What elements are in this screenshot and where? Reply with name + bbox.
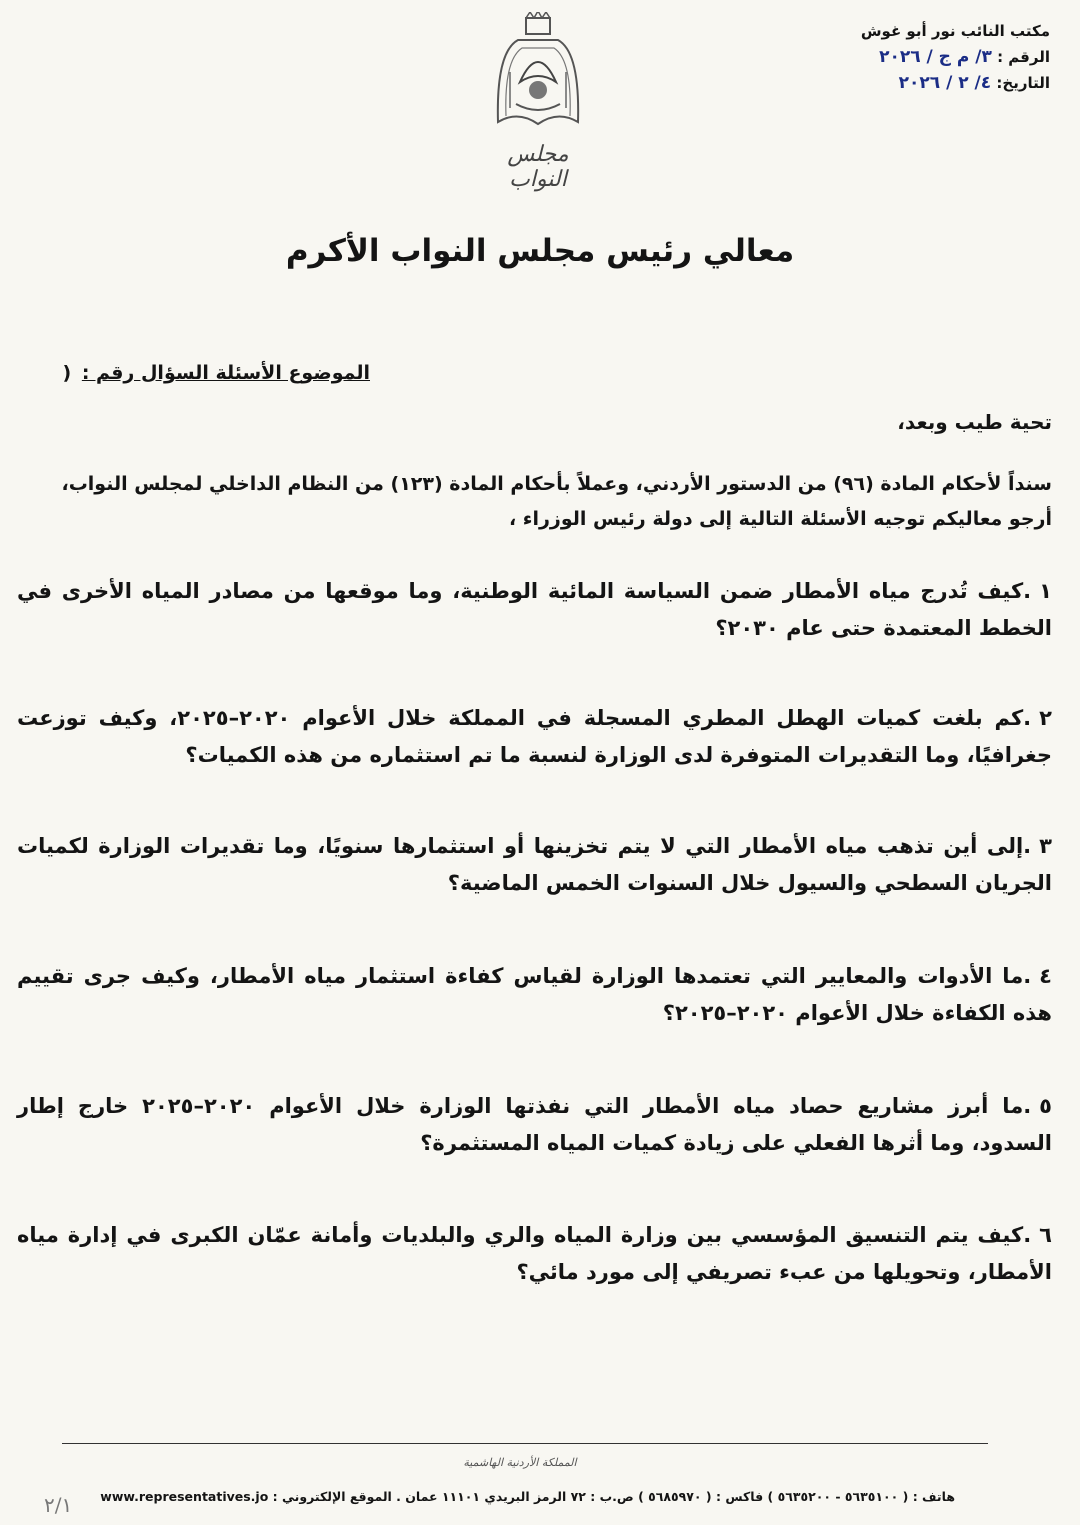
intro-line-2: أرجو معاليكم توجيه الأسئلة التالية إلى دولة رئيس الوزراء ،	[508, 508, 1052, 530]
reference-line	[810, 44, 1050, 70]
question-text: .ما الأدوات والمعايير التي تعتمدها الوزارة لقياس كفاءة استثمار مياه الأمطار، وكيف جرى تقييم هذه الكفاءة خلال الأعوام ٢٠٢٠–٢٠٢٥؟	[17, 964, 1052, 1025]
question-number: ١	[1039, 579, 1052, 603]
question-number: ٢	[1039, 706, 1052, 730]
question-2	[17, 700, 1052, 774]
intro-paragraph	[22, 467, 1052, 537]
greeting: تحية طيب وبعد،	[897, 410, 1052, 434]
date-line	[810, 70, 1050, 96]
footer-divider	[62, 1443, 988, 1444]
page-number: ٢/١	[44, 1493, 73, 1517]
intro-line-1: سنداً لأحكام المادة (٩٦) من الدستور الأردني، وعملاً بأحكام المادة (١٢٣) من النظام الداخلي لمجلس النواب،	[61, 473, 1052, 495]
question-4	[17, 958, 1052, 1032]
question-text: .إلى أين تذهب مياه الأمطار التي لا يتم تخزينها أو استثمارها سنويًا، وما تقديرات الوزارة لكميات الجريان السطحي والسيول خلال السنوات الخمس الماضية؟	[17, 834, 1052, 895]
footer-emblem: المملكة الأردنية الهاشمية	[463, 1456, 577, 1469]
office-header	[810, 18, 1050, 96]
salutation-title: معالي رئيس مجلس النواب الأكرم	[285, 233, 795, 269]
office-name: مكتب النائب نور أبو غوش	[860, 22, 1050, 40]
subject-paren-open: (	[62, 362, 72, 384]
question-text: .كيف يتم التنسيق المؤسسي بين وزارة المياه والري والبلديات وأمانة عمّان الكبرى في إدارة مياه الأمطار، وتحويلها من عبء تصريفي إلى مورد مائي؟	[17, 1223, 1052, 1284]
date-value: ٤/ ٢ / ٢٠٢٦	[898, 73, 992, 93]
subject-line	[10, 362, 370, 384]
subject-label: الموضوع الأسئلة السؤال رقم :	[81, 362, 370, 384]
question-number: ٥	[1039, 1094, 1052, 1118]
question-number: ٦	[1039, 1223, 1052, 1247]
reference-label: الرقم :	[997, 48, 1050, 66]
reference-value: ٣/ م ج / ٢٠٢٦	[879, 47, 992, 67]
coat-of-arms-icon	[488, 12, 588, 132]
question-1	[17, 573, 1052, 647]
question-number: ٣	[1039, 834, 1052, 858]
question-text: .كم بلغت كميات الهطل المطري المسجلة في المملكة خلال الأعوام ٢٠٢٠–٢٠٢٥، وكيف توزعت جغرافيًا، وما التقديرات المتوفرة لدى الوزارة لنسبة ما تم استثماره من هذه الكميات؟	[17, 706, 1052, 767]
question-text: .كيف تُدرج مياه الأمطار ضمن السياسة المائية الوطنية، وما موقعها من مصادر المياه الأخرى في الخطط المعتمدة حتى عام ٢٠٣٠؟	[17, 579, 1052, 640]
parliament-crest	[488, 12, 588, 192]
footer-contact-info: هاتف : ( ٥٦٣٥١٠٠ - ٥٦٣٥٢٠٠ ) فاكس : ( ٥٦٨٥٩٧٠ ) ص.ب : ٧٢ الرمز البريدي ١١١٠١ عمان . الموقع الإلكتروني : www.representatives.jo	[100, 1489, 955, 1504]
question-6	[17, 1217, 1052, 1291]
question-3	[17, 828, 1052, 902]
question-5	[17, 1088, 1052, 1162]
crest-caption: مجلس النواب	[507, 142, 569, 192]
question-number: ٤	[1039, 964, 1052, 988]
question-text: .ما أبرز مشاريع حصاد مياه الأمطار التي نفذتها الوزارة خلال الأعوام ٢٠٢٠–٢٠٢٥ خارج إطار السدود، وما أثرها الفعلي على زيادة كميات المياه المستثمرة؟	[17, 1094, 1052, 1155]
date-label: التاريخ:	[996, 74, 1050, 92]
